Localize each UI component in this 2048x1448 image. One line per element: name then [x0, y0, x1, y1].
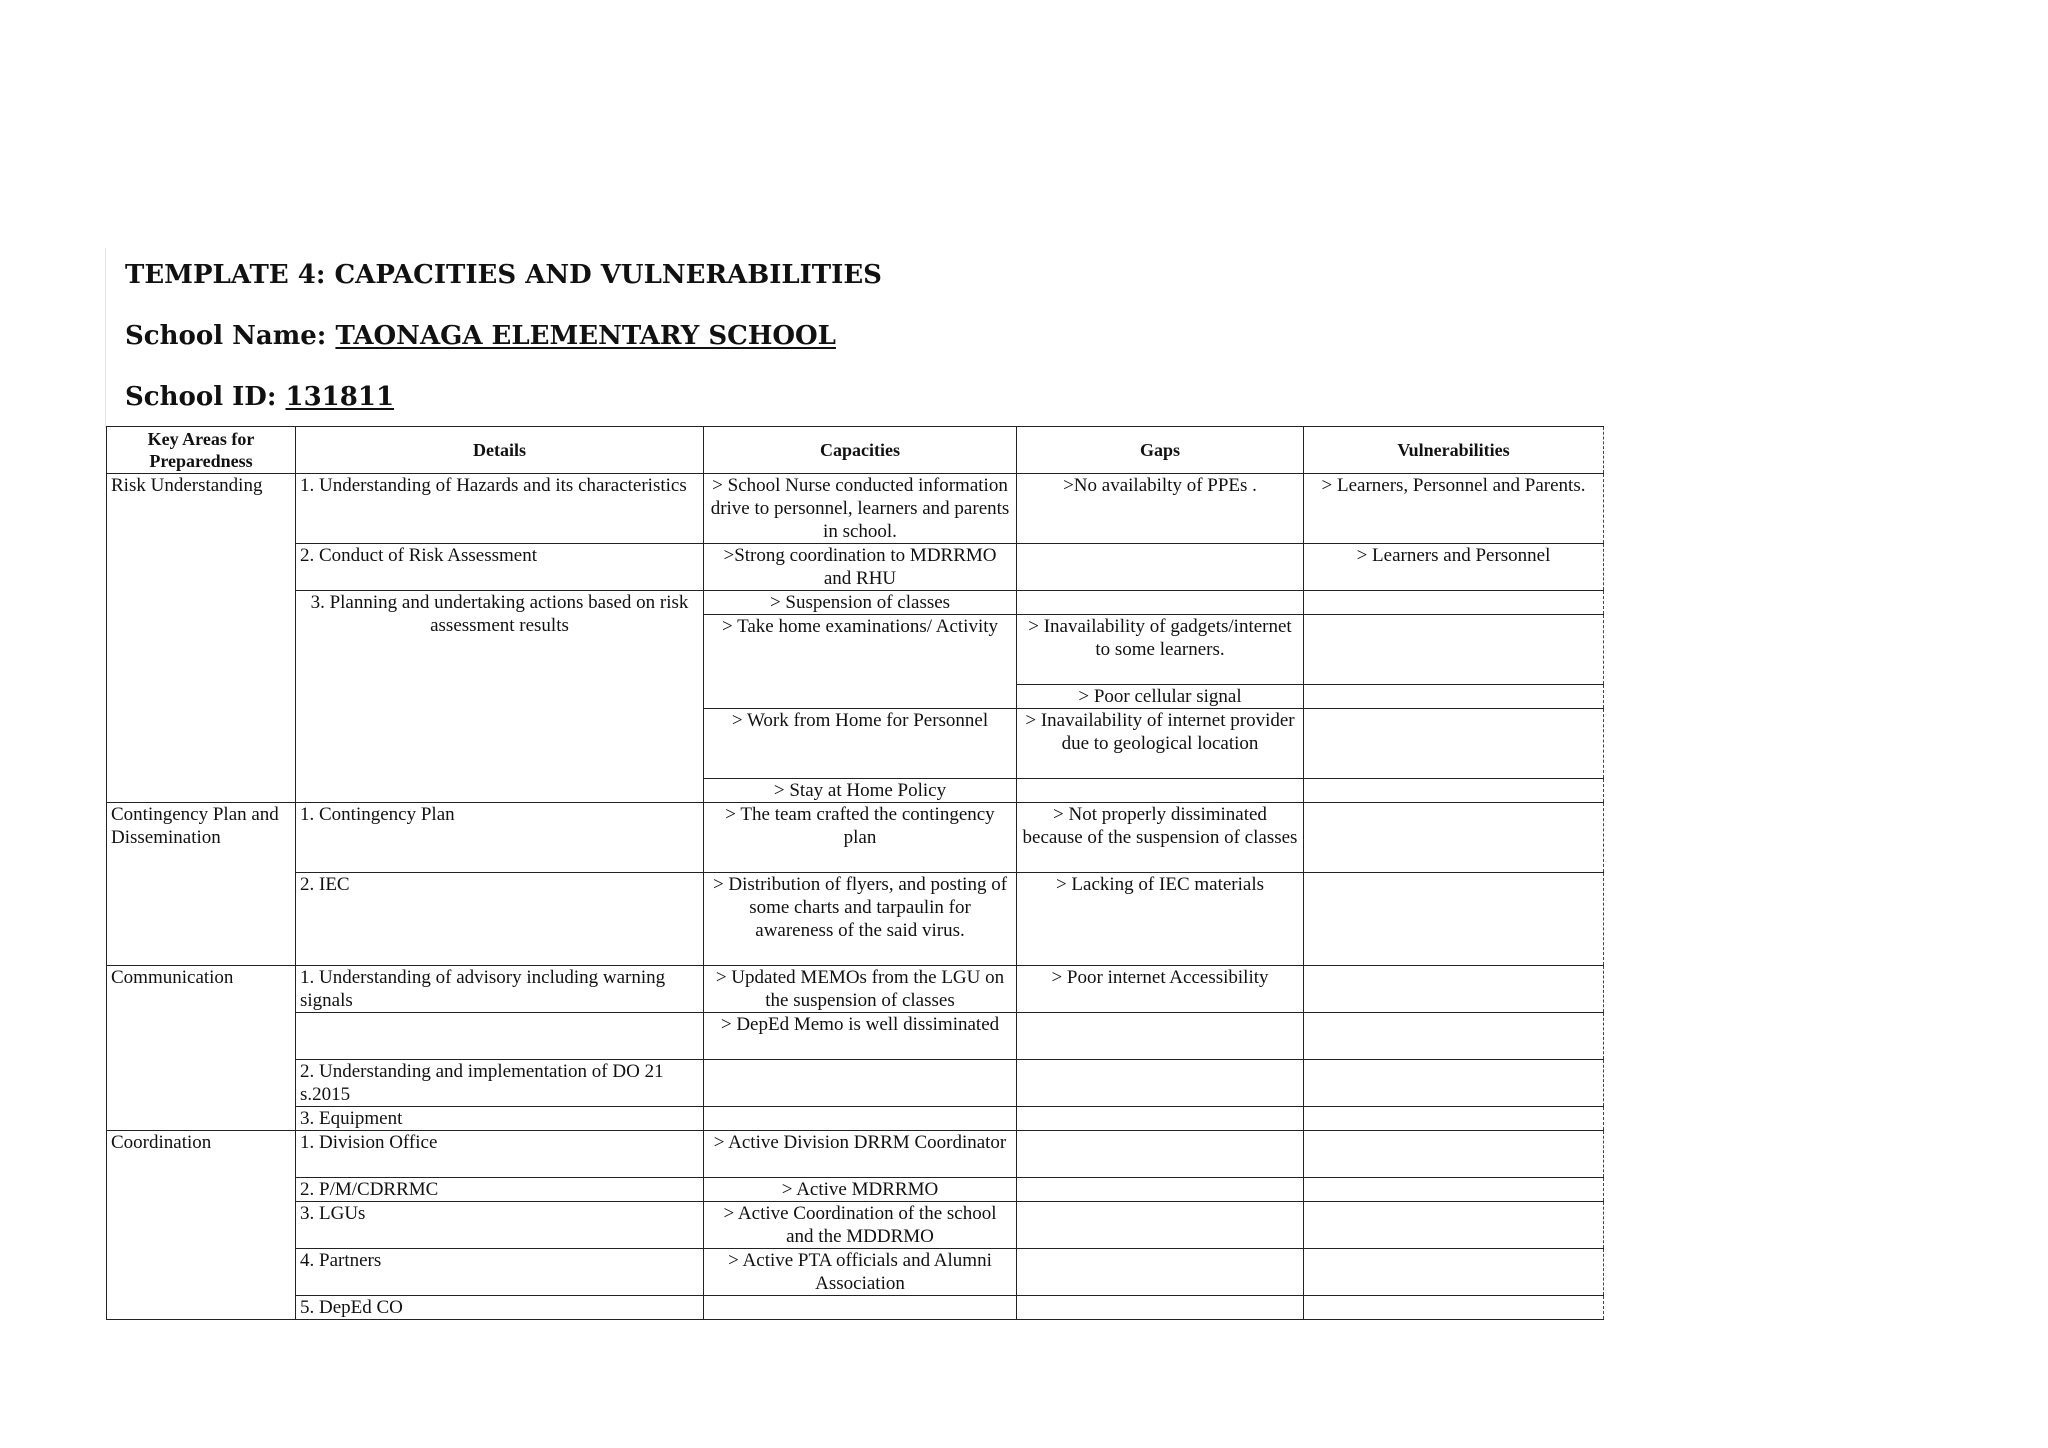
vulnerabilities-cell [1304, 1296, 1604, 1320]
table-row [107, 544, 1604, 591]
details-cell: 3. LGUs [296, 1202, 704, 1249]
capacities-cell: > Updated MEMOs from the LGU on the suspension of classes [704, 966, 1017, 1013]
document-title: TEMPLATE 4: CAPACITIES AND VULNERABILITIES [125, 260, 882, 290]
details-cell: 2. IEC [296, 873, 704, 966]
gaps-cell: > Not properly dissiminated because of the suspension of classes [1017, 803, 1304, 873]
details-cell: 2. Understanding and implementation of DO 21 s.2015 [296, 1060, 704, 1107]
capacities-cell: > Active Division DRRM Coordinator [704, 1131, 1017, 1178]
capacities-vulnerabilities-table [106, 426, 1604, 1320]
gaps-cell [1017, 1249, 1304, 1296]
gaps-cell [1017, 544, 1304, 591]
capacities-cell: > Active MDRRMO [704, 1178, 1017, 1202]
vulnerabilities-cell [1304, 1131, 1604, 1178]
vulnerabilities-cell [1304, 803, 1604, 873]
gaps-cell: >No availabilty of PPEs . [1017, 474, 1304, 544]
vulnerabilities-cell [1304, 779, 1604, 803]
school-name-label: School Name: [125, 321, 336, 351]
table-row [107, 1296, 1604, 1320]
vulnerabilities-cell: > Learners, Personnel and Parents. [1304, 474, 1604, 544]
school-name-line [125, 320, 836, 352]
details-cell: 2. P/M/CDRRMC [296, 1178, 704, 1202]
gaps-cell [1017, 1013, 1304, 1060]
vulnerabilities-cell [1304, 1107, 1604, 1131]
header-vulnerabilities: Vulnerabilities [1304, 427, 1604, 474]
vulnerabilities-cell [1304, 1013, 1604, 1060]
capacities-cell: > School Nurse conducted information drive to personnel, learners and parents in school. [704, 474, 1017, 544]
vulnerabilities-cell [1304, 1202, 1604, 1249]
gaps-cell: > Inavailability of internet provider due to geological location [1017, 709, 1304, 779]
vulnerabilities-cell [1304, 873, 1604, 966]
capacities-cell [704, 1107, 1017, 1131]
details-cell: 2. Conduct of Risk Assessment [296, 544, 704, 591]
capacities-cell: > The team crafted the contingency plan [704, 803, 1017, 873]
header-key-areas: Key Areas for Preparedness [107, 427, 296, 474]
table-row [107, 1107, 1604, 1131]
gaps-cell: > Poor cellular signal [1017, 685, 1304, 709]
capacities-cell: > DepEd Memo is well dissiminated [704, 1013, 1017, 1060]
capacities-cell: > Stay at Home Policy [704, 779, 1017, 803]
school-id-value: 131811 [285, 382, 395, 412]
capacities-cell [704, 1296, 1017, 1320]
details-cell: 1. Understanding of advisory including warning signals [296, 966, 704, 1013]
table-row [107, 1249, 1604, 1296]
vulnerabilities-cell [1304, 966, 1604, 1013]
capacities-cell: > Active Coordination of the school and the MDDRMO [704, 1202, 1017, 1249]
vulnerabilities-cell [1304, 1178, 1604, 1202]
capacities-cell: > Distribution of flyers, and posting of some charts and tarpaulin for awareness of the said virus. [704, 873, 1017, 966]
details-cell: 3. Equipment [296, 1107, 704, 1131]
table-row [107, 966, 1604, 1013]
gaps-cell [1017, 779, 1304, 803]
gaps-cell [1017, 1060, 1304, 1107]
key-area-communication: Communication [107, 966, 296, 1131]
gaps-cell [1017, 1178, 1304, 1202]
table-row [107, 1060, 1604, 1107]
capacities-cell: > Active PTA officials and Alumni Association [704, 1249, 1017, 1296]
vulnerabilities-cell [1304, 1249, 1604, 1296]
details-cell: 1. Contingency Plan [296, 803, 704, 873]
vulnerabilities-cell [1304, 709, 1604, 779]
gaps-cell: > Inavailability of gadgets/internet to some learners. [1017, 615, 1304, 685]
header-capacities: Capacities [704, 427, 1017, 474]
details-cell: 1. Division Office [296, 1131, 704, 1178]
key-area-coordination: Coordination [107, 1131, 296, 1320]
gaps-cell [1017, 1296, 1304, 1320]
gaps-cell [1017, 1131, 1304, 1178]
table-row [107, 803, 1604, 873]
vulnerabilities-cell: > Learners and Personnel [1304, 544, 1604, 591]
details-cell: 1. Understanding of Hazards and its characteristics [296, 474, 704, 544]
table-row [107, 873, 1604, 966]
key-area-risk-understanding: Risk Understanding [107, 474, 296, 803]
vulnerabilities-cell [1304, 591, 1604, 615]
details-cell: 3. Planning and undertaking actions based on risk assessment results [296, 591, 704, 803]
sheet-edge-line [105, 248, 106, 428]
table-row [107, 474, 1604, 544]
details-cell [296, 1013, 704, 1060]
details-cell: 5. DepEd CO [296, 1296, 704, 1320]
capacities-cell: > Suspension of classes [704, 591, 1017, 615]
table-row [107, 1131, 1604, 1178]
table-row [107, 1178, 1604, 1202]
gaps-cell [1017, 591, 1304, 615]
vulnerabilities-cell [1304, 685, 1604, 709]
vulnerabilities-cell [1304, 615, 1604, 685]
capacities-cell: > Work from Home for Personnel [704, 709, 1017, 779]
capacities-cell [704, 1060, 1017, 1107]
header-row [107, 427, 1604, 474]
capacities-cell: > Take home examinations/ Activity [704, 615, 1017, 709]
gaps-cell: > Lacking of IEC materials [1017, 873, 1304, 966]
table-row [107, 1202, 1604, 1249]
vulnerabilities-cell [1304, 1060, 1604, 1107]
gaps-cell [1017, 1202, 1304, 1249]
school-id-label: School ID: [125, 382, 286, 412]
header-gaps: Gaps [1017, 427, 1304, 474]
details-cell: 4. Partners [296, 1249, 704, 1296]
gaps-cell: > Poor internet Accessibility [1017, 966, 1304, 1013]
capacities-cell: >Strong coordination to MDRRMO and RHU [704, 544, 1017, 591]
table-row [107, 1013, 1604, 1060]
school-id-line [125, 381, 394, 413]
gaps-cell [1017, 1107, 1304, 1131]
school-name-value: TAONAGA ELEMENTARY SCHOOL [335, 321, 836, 351]
header-details: Details [296, 427, 704, 474]
key-area-contingency-plan: Contingency Plan and Dissemination [107, 803, 296, 966]
table-row [107, 591, 1604, 615]
